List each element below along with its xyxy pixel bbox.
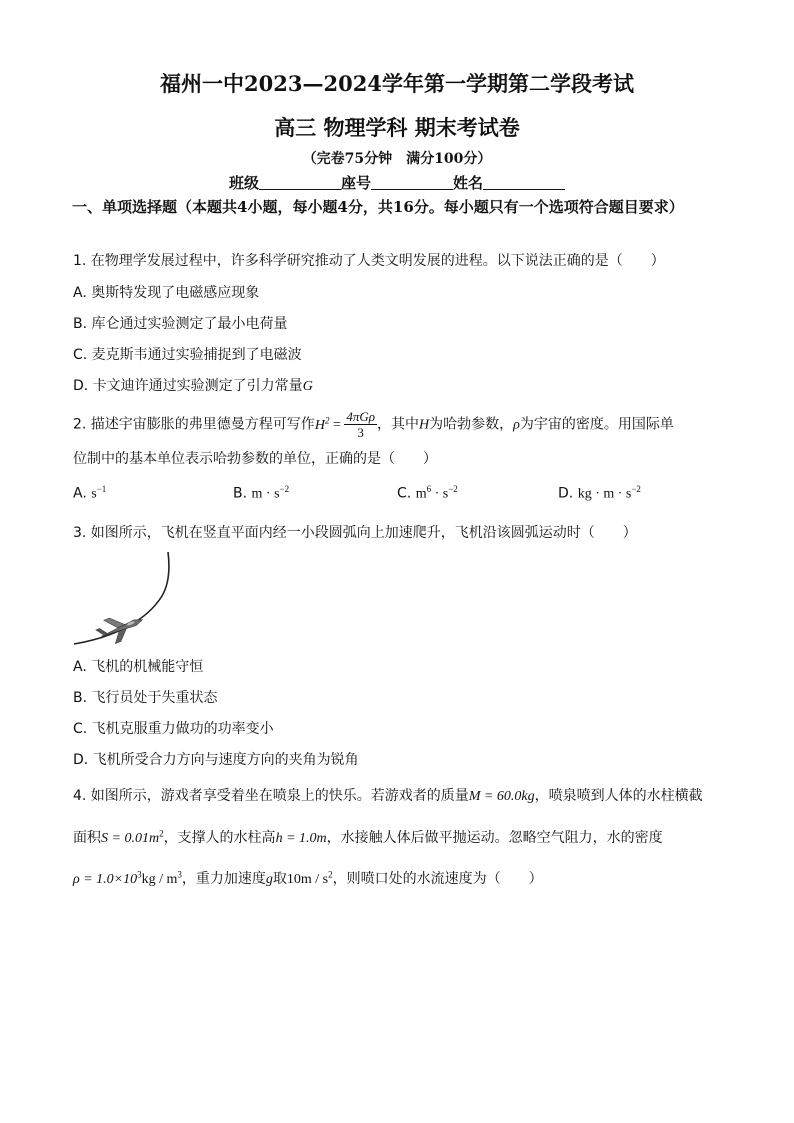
q2-fraction: $\frac{\text{4πGρ}}{3}$ [346,409,375,441]
q2-option-c: C. $m^6 \cdot s^{-2}$ [397,484,458,502]
q3-option-b: B. 飞行员处于失重状态 [73,690,218,706]
section-heading: 一、单项选择题（本题共4小题，每小题4分，共16分。每小题只有一个选项符合题目要求） [72,198,684,216]
q4-line3: $\rho = 1.0\times 10^3kg / m^3$，重力加速度g取$10m / s^2$，则喷口处的水流速度为（ ） [73,869,543,887]
exam-time-info: （完卷75分钟 满分100分） [302,151,492,167]
exam-subtitle: 高三 物理学科 期末考试卷 [274,115,520,140]
student-info-line [0,172,794,193]
name-label: 姓名 [453,174,484,192]
name-blank[interactable] [483,175,565,190]
q1-option-b: B. 库仑通过实验测定了最小电荷量 [73,316,288,332]
q3-option-a: A. 飞机的机械能守恒 [73,659,204,675]
seat-label: 座号 [340,174,371,192]
q2-option-a: A. $s^{-1}$ [73,484,107,502]
q4-line1: 4. 如图所示，游戏者享受着坐在喷泉上的快乐。若游戏者的质量M = 60.0kg，喷泉喷到人体的水柱横截 [73,788,703,804]
q2-option-d: D. kg · $m \cdot s^{-2}$ [558,484,641,502]
q2-stem-line2: 位制中的基本单位表示哈勃参数的单位，正确的是（ ） [73,451,437,467]
class-label: 班级 [228,174,259,192]
class-blank[interactable] [259,175,341,190]
q3-option-c: C. 飞机克服重力做功的功率变小 [73,721,274,737]
q1-option-c: C. 麦克斯韦通过实验捕捉到了电磁波 [73,347,302,363]
q2-option-b: B. $m \cdot s^{-2}$ [233,484,290,502]
q4-line2: 面积$S = 0.01m^2$，支撑人的水柱高h = 1.0m，水接触人体后做平抛运动。忽略空气阻力，水的密度 [73,828,663,846]
airplane-icon [94,607,147,648]
q3-option-d: D. 飞机所受合力方向与速度方向的夹角为锐角 [73,752,359,768]
q2-stem-line1: 2. 描述宇宙膨胀的弗里德曼方程可写作$H^2$ = $\frac{\text{4πGρ}}{3}$ ，其中H为哈勃参数，ρ为宇宙的密度。用国际单 [73,409,674,441]
q1-option-a: A. 奥斯特发现了电磁感应现象 [73,285,260,301]
q1-option-d: D. 卡文迪许通过实验测定了引力常量G [73,378,313,394]
exam-title: 福州一中2023—2024学年第一学期第二学段考试 [160,71,634,96]
q2-eq-lhs: $H^2$ [314,415,330,433]
q1-stem: 1. 在物理学发展过程中，许多科学研究推动了人类文明发展的进程。以下说法正确的是（ ） [73,253,665,269]
seat-blank[interactable] [371,175,453,190]
airplane-arc-figure [70,548,180,648]
q3-stem: 3. 如图所示，飞机在竖直平面内经一小段圆弧向上加速爬升，飞机沿该圆弧运动时（ ） [73,525,637,541]
